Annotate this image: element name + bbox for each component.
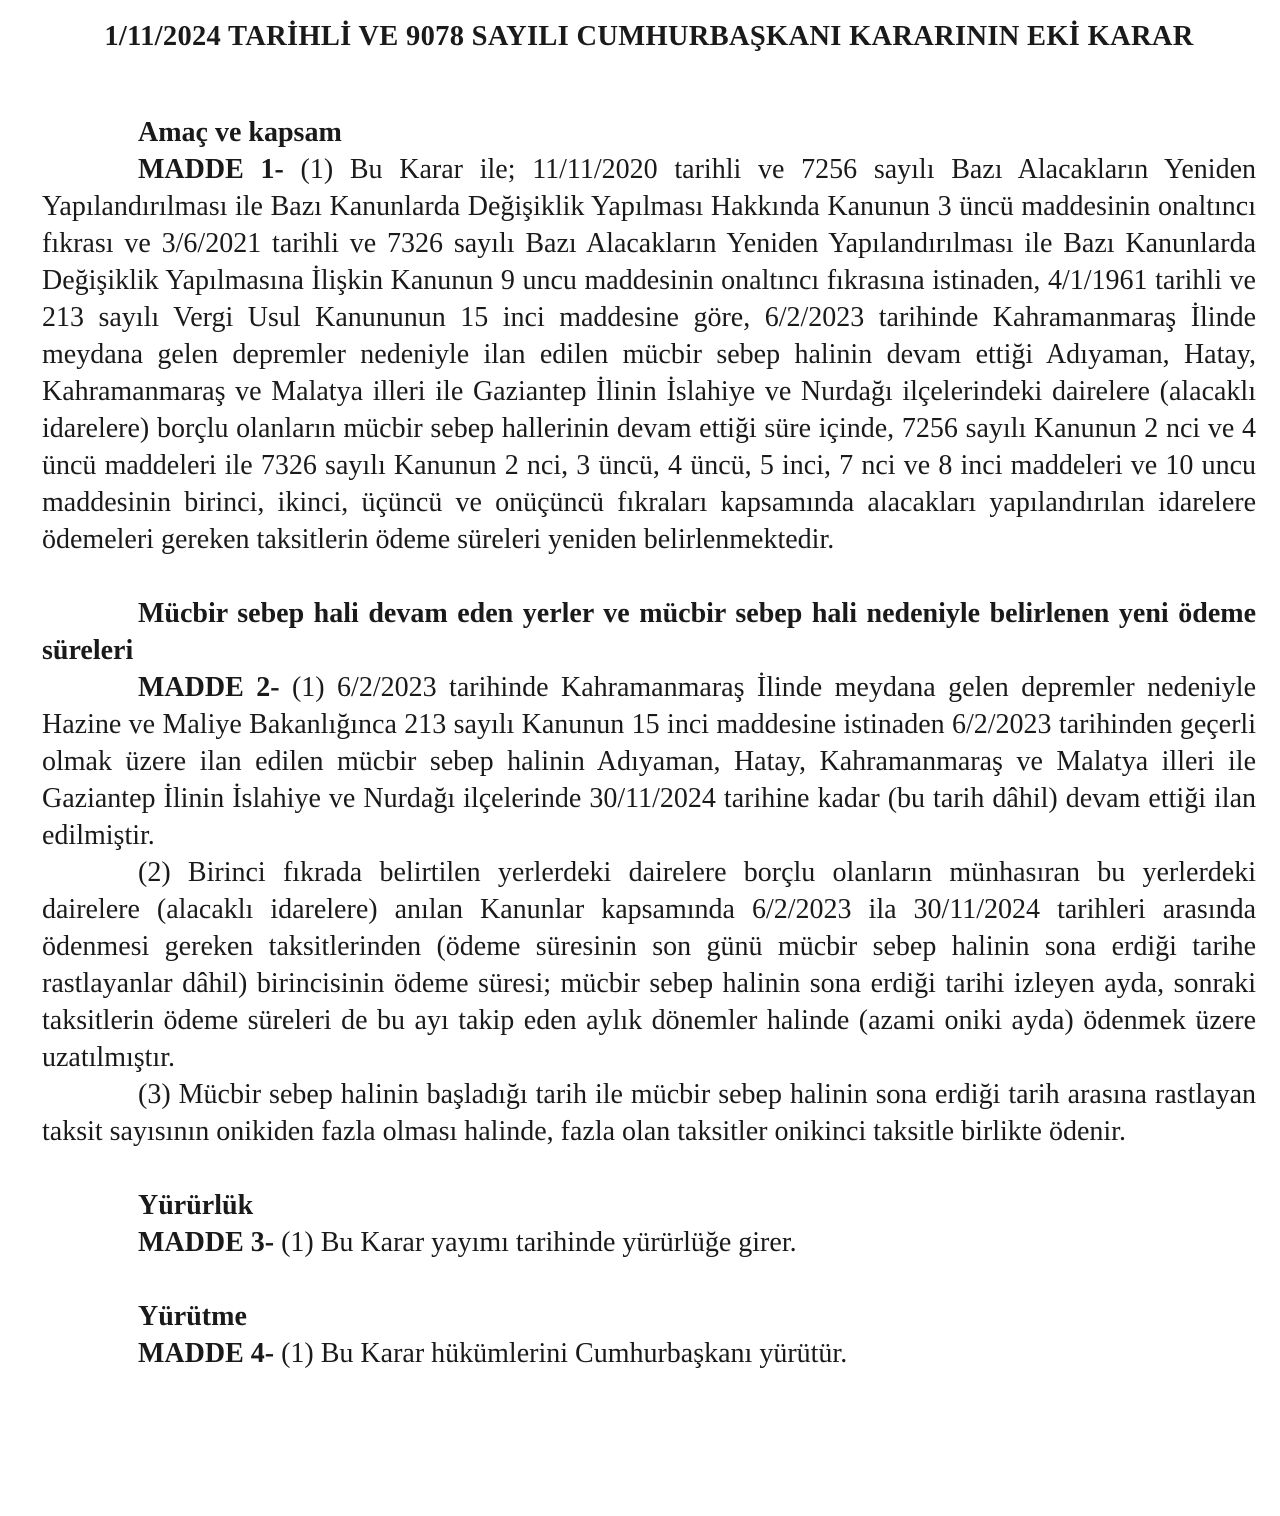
article-4-label: MADDE 4- [138, 1338, 275, 1369]
document-page [42, 14, 1256, 1372]
article-4 [42, 1335, 1256, 1372]
document-title: 1/11/2024 TARİHLİ VE 9078 SAYILI CUMHURBAŞKANI KARARININ EKİ KARAR [104, 21, 1194, 52]
article-1-text: (1) Bu Karar ile; 11/11/2020 tarihli ve 7256 sayılı Bazı Alacakların Yeniden Yapılandırılması ile Bazı Kanunlarda Değişiklik Yapılması Hakkında Kanunun 3 üncü maddesinin onaltıncı fıkrası ve 3/6/2021 tarihli ve 7326 sayılı Bazı Alacakların Yeniden Yapılandırılması ile Bazı Kanunlarda Değişiklik Yapılmasına İlişkin Kanunun 9 uncu maddesinin onaltıncı fıkrasına istinaden, 4/1/1961 tarihli ve 213 sayılı Vergi Usul Kanununun 15 inci maddesine göre, 6/2/2023 tarihinde Kahramanmaraş İlinde meydana gelen depremler nedeniyle ilan edilen mücbir sebep halinin devam ettiği Adıyaman, Hatay, Kahramanmaraş ve Malatya illeri ile Gaziantep İlinin İslahiye ve Nurdağı ilçelerindeki dairelere (alacaklı idarelere) borçlu olanların mücbir sebep hallerinin devam ettiği süre içinde, 7256 sayılı Kanunun 2 nci ve 4 üncü maddeleri ile 7326 sayılı Kanunun 2 nci, 3 üncü, 4 üncü, 5 inci, 7 nci ve 8 inci maddeleri ve 10 uncu maddesinin birinci, ikinci, üçüncü ve onüçüncü fıkraları kapsamında alacakları yapılandırılan idarelere ödemeleri gereken taksitlerin ödeme süreleri yeniden belirlenmektedir. [42, 154, 1256, 555]
article-3 [42, 1224, 1256, 1261]
section-heading-yururluk: Yürürlük [138, 1190, 254, 1221]
article-2-paragraph-2: (2) Birinci fıkrada belirtilen yerlerdeki dairelere borçlu olanların münhasıran bu yerlerdeki dairelere (alacaklı idarelere) anılan Kanunlar kapsamında 6/2/2023 ila 30/11/2024 tarihleri arasında ödenmesi gereken taksitlerinden (ödeme süresinin son günü mücbir sebep halinin sona erdiği tarihe rastlayanlar dâhil) birincisinin ödeme süresi; mücbir sebep halinin sona erdiği tarihi izleyen ayda, sonraki taksitlerin ödeme süreleri de bu ayı takip eden aylık dönemler halinde (azami oniki ayda) ödenmek üzere uzatılmıştır. [42, 857, 1256, 1073]
section-heading-mucbir: Mücbir sebep hali devam eden yerler ve mücbir sebep hali nedeniyle belirlenen yeni ödeme süreleri [42, 598, 1256, 666]
article-3-label: MADDE 3- [138, 1227, 275, 1258]
article-2-label: MADDE 2- [138, 672, 280, 703]
section-heading-yurutme: Yürütme [138, 1301, 247, 1332]
article-2 [42, 669, 1256, 854]
article-2-text: (1) 6/2/2023 tarihinde Kahramanmaraş İlinde meydana gelen depremler nedeniyle Hazine ve Maliye Bakanlığınca 213 sayılı Kanunun 15 inci maddesine istinaden 6/2/2023 tarihinden geçerli olmak üzere ilan edilen mücbir sebep halinin Adıyaman, Hatay, Kahramanmaraş ve Malatya illeri ile Gaziantep İlinin İslahiye ve Nurdağı ilçelerinde 30/11/2024 tarihine kadar (bu tarih dâhil) devam ettiği ilan edilmiştir. [42, 672, 1256, 851]
article-4-text: (1) Bu Karar hükümlerini Cumhurbaşkanı yürütür. [274, 1338, 848, 1369]
section-heading-amac: Amaç ve kapsam [138, 117, 342, 148]
article-1-label: MADDE 1- [138, 154, 284, 185]
article-2-paragraph-3: (3) Mücbir sebep halinin başladığı tarih ile mücbir sebep halinin sona erdiği tarih arasına rastlayan taksit sayısının onikiden fazla olması halinde, fazla olan taksitler onikinci taksitle birlikte ödenir. [42, 1079, 1256, 1147]
article-1 [42, 151, 1256, 558]
article-3-text: (1) Bu Karar yayımı tarihinde yürürlüğe girer. [274, 1227, 797, 1258]
